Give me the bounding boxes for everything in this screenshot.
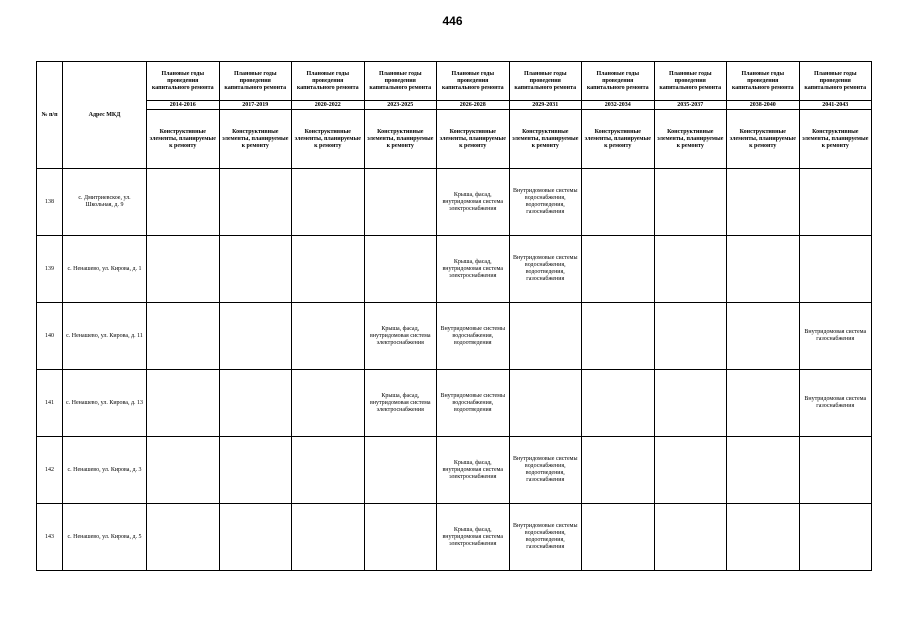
header-row-years — [37, 101, 872, 110]
row-cell: Внутридомовые системы водоснабжения, водоотведения, газоснабжения — [509, 437, 582, 504]
row-cell — [219, 437, 292, 504]
header-period: 2017-2019 — [219, 101, 292, 110]
row-cell — [219, 236, 292, 303]
header-plan-label: Плановые годы проведения капитального ремонта — [654, 62, 727, 101]
header-plan-label: Плановые годы проведения капитального ремонта — [437, 62, 510, 101]
row-cell — [654, 437, 727, 504]
row-cell — [727, 370, 800, 437]
header-plan-label: Плановые годы проведения капитального ремонта — [727, 62, 800, 101]
header-elements-label: Конструктивные элементы, планируемые к ремонту — [292, 110, 365, 169]
row-cell: Внутридомовые системы водоснабжения, водоотведения, газоснабжения — [509, 236, 582, 303]
header-plan-label: Плановые годы проведения капитального ремонта — [219, 62, 292, 101]
row-cell — [364, 169, 437, 236]
row-cell — [292, 504, 365, 571]
header-elements-label: Конструктивные элементы, планируемые к ремонту — [582, 110, 655, 169]
row-number: 141 — [37, 370, 63, 437]
row-cell — [582, 504, 655, 571]
row-cell: Крыша, фасад, внутридомовая система электроснабжения — [437, 504, 510, 571]
row-cell — [654, 504, 727, 571]
row-cell: Крыша, фасад, внутридомовая система электроснабжения — [364, 370, 437, 437]
header-plan-label: Плановые годы проведения капитального ремонта — [364, 62, 437, 101]
row-cell — [219, 504, 292, 571]
row-address: с. Дмитриевское, ул. Школьная, д. 9 — [63, 169, 147, 236]
row-cell — [799, 169, 872, 236]
row-cell: Крыша, фасад, внутридомовая система электроснабжения — [437, 169, 510, 236]
header-period: 2035-2037 — [654, 101, 727, 110]
row-cell: Крыша, фасад, внутридомовая система электроснабжения — [437, 437, 510, 504]
table-row — [37, 437, 872, 504]
row-address: с. Ненашево, ул. Кирова, д. 5 — [63, 504, 147, 571]
header-period: 2023-2025 — [364, 101, 437, 110]
header-elements-label: Конструктивные элементы, планируемые к ремонту — [654, 110, 727, 169]
header-plan-label: Плановые годы проведения капитального ремонта — [147, 62, 220, 101]
header-elements-label: Конструктивные элементы, планируемые к ремонту — [437, 110, 510, 169]
header-row-elements — [37, 110, 872, 169]
row-number: 138 — [37, 169, 63, 236]
row-cell — [147, 169, 220, 236]
row-cell — [582, 437, 655, 504]
row-number: 140 — [37, 303, 63, 370]
row-cell — [292, 370, 365, 437]
row-cell: Внутридомовые системы водоснабжения, водоотведения — [437, 370, 510, 437]
row-cell: Внутридомовая система газоснабжения — [799, 303, 872, 370]
row-cell — [582, 236, 655, 303]
row-cell — [219, 169, 292, 236]
capital-repair-table — [36, 61, 872, 571]
row-cell — [147, 370, 220, 437]
header-period: 2014-2016 — [147, 101, 220, 110]
row-cell — [654, 236, 727, 303]
row-cell — [147, 437, 220, 504]
row-cell — [727, 236, 800, 303]
row-cell — [654, 169, 727, 236]
table-row — [37, 236, 872, 303]
row-cell — [219, 370, 292, 437]
page-number: 446 — [442, 14, 463, 28]
row-cell — [147, 504, 220, 571]
row-cell — [582, 370, 655, 437]
row-cell: Внутридомовые системы водоснабжения, водоотведения, газоснабжения — [509, 169, 582, 236]
header-period: 2038-2040 — [727, 101, 800, 110]
row-cell: Крыша, фасад, внутридомовая система электроснабжения — [364, 303, 437, 370]
row-cell — [292, 169, 365, 236]
row-address: с. Ненашево, ул. Кирова, д. 1 — [63, 236, 147, 303]
table-row — [37, 504, 872, 571]
header-elements-label: Конструктивные элементы, планируемые к ремонту — [509, 110, 582, 169]
row-cell — [292, 236, 365, 303]
header-period: 2041-2043 — [799, 101, 872, 110]
header-address: Адрес МКД — [63, 62, 147, 169]
header-elements-label: Конструктивные элементы, планируемые к ремонту — [147, 110, 220, 169]
row-number: 139 — [37, 236, 63, 303]
row-cell — [147, 236, 220, 303]
header-plan-label: Плановые годы проведения капитального ремонта — [292, 62, 365, 101]
row-cell — [727, 169, 800, 236]
row-cell: Внутридомовые системы водоснабжения, водоотведения, газоснабжения — [509, 504, 582, 571]
header-elements-label: Конструктивные элементы, планируемые к ремонту — [727, 110, 800, 169]
table-row — [37, 370, 872, 437]
row-cell — [509, 303, 582, 370]
row-cell — [727, 437, 800, 504]
row-number: 143 — [37, 504, 63, 571]
header-elements-label: Конструктивные элементы, планируемые к ремонту — [799, 110, 872, 169]
table-row — [37, 169, 872, 236]
header-plan-label: Плановые годы проведения капитального ремонта — [509, 62, 582, 101]
row-cell — [219, 303, 292, 370]
row-cell — [654, 303, 727, 370]
row-cell — [727, 504, 800, 571]
header-period: 2026-2028 — [437, 101, 510, 110]
row-cell — [147, 303, 220, 370]
header-plan-label: Плановые годы проведения капитального ремонта — [582, 62, 655, 101]
row-address: с. Ненашево, ул. Кирова, д. 3 — [63, 437, 147, 504]
row-cell — [292, 303, 365, 370]
header-period: 2020-2022 — [292, 101, 365, 110]
header-row-plan — [37, 62, 872, 101]
row-number: 142 — [37, 437, 63, 504]
row-cell — [582, 169, 655, 236]
row-address: с. Ненашево, ул. Кирова, д. 13 — [63, 370, 147, 437]
row-cell — [654, 370, 727, 437]
row-cell — [364, 437, 437, 504]
row-cell: Внутридомовые системы водоснабжения, водоотведения — [437, 303, 510, 370]
header-plan-label: Плановые годы проведения капитального ремонта — [799, 62, 872, 101]
row-cell — [727, 303, 800, 370]
table-row — [37, 303, 872, 370]
row-cell: Внутридомовая система газоснабжения — [799, 370, 872, 437]
row-cell — [292, 437, 365, 504]
row-cell — [799, 504, 872, 571]
header-elements-label: Конструктивные элементы, планируемые к ремонту — [364, 110, 437, 169]
row-address: с. Ненашево, ул. Кирова, д. 11 — [63, 303, 147, 370]
header-period: 2032-2034 — [582, 101, 655, 110]
header-elements-label: Конструктивные элементы, планируемые к ремонту — [219, 110, 292, 169]
row-cell: Крыша, фасад, внутридомовая система электроснабжения — [437, 236, 510, 303]
header-num: № п/п — [37, 62, 63, 169]
row-cell — [364, 504, 437, 571]
header-period: 2029-2031 — [509, 101, 582, 110]
row-cell — [799, 437, 872, 504]
row-cell — [582, 303, 655, 370]
row-cell — [364, 236, 437, 303]
row-cell — [509, 370, 582, 437]
row-cell — [799, 236, 872, 303]
